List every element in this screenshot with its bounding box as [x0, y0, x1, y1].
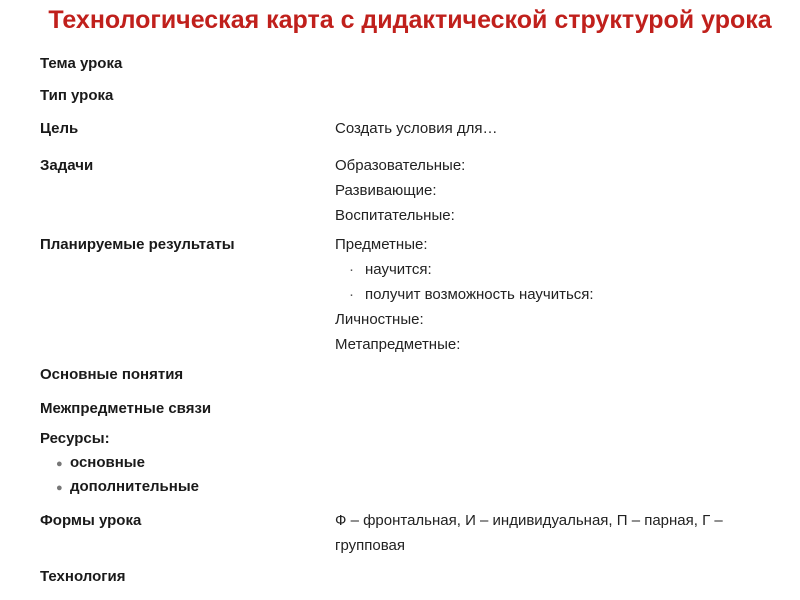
row-label-planned-results: Планируемые результаты	[40, 236, 235, 253]
results-bullet-2	[335, 282, 594, 307]
row-label-lesson-type: Тип урока	[40, 87, 114, 104]
row-label-key-concepts: Основные понятия	[40, 366, 184, 383]
bullet-icon: ·	[349, 261, 354, 278]
resource-item-additional	[56, 475, 199, 499]
task-developmental: Развивающие:	[335, 182, 437, 199]
row-label-interdisciplinary: Межпредметные связи	[40, 400, 212, 417]
results-meta: Метапредметные:	[335, 336, 461, 353]
row-label-technology: Технология	[40, 568, 126, 585]
results-bullet-1-text: научится:	[365, 261, 432, 278]
goal-value	[335, 116, 498, 141]
row-label-topic: Тема урока	[40, 55, 123, 72]
page-title: Технологическая карта с дидактической структурой урока	[48, 6, 772, 34]
forms-value: Ф – фронтальная, И – индивидуальная, П – парная, Г – групповая	[335, 512, 723, 554]
resource-item-additional-text: дополнительные	[70, 478, 199, 495]
row-label-resources: Ресурсы:	[40, 430, 110, 447]
row-label-tasks: Задачи	[40, 157, 94, 174]
bullet-icon: ·	[349, 286, 354, 303]
results-bullet-1	[335, 257, 594, 282]
results-personal: Личностные:	[335, 311, 424, 328]
row-label-goal: Цель	[40, 120, 79, 137]
resource-item-main	[56, 451, 199, 475]
resource-item-main-text: основные	[70, 454, 145, 471]
goal-text: Создать условия для…	[335, 120, 498, 137]
results-subject: Предметные:	[335, 236, 428, 253]
task-upbringing: Воспитательные:	[335, 207, 455, 224]
row-label-lesson-forms: Формы урока	[40, 512, 142, 529]
bullet-icon: ●	[56, 482, 63, 494]
bullet-icon: ●	[56, 458, 63, 470]
tasks-value	[335, 153, 465, 228]
results-value	[335, 232, 594, 357]
results-bullet-2-text: получит возможность научиться:	[365, 286, 594, 303]
resources-list	[56, 451, 199, 499]
task-educational: Образовательные:	[335, 157, 466, 174]
